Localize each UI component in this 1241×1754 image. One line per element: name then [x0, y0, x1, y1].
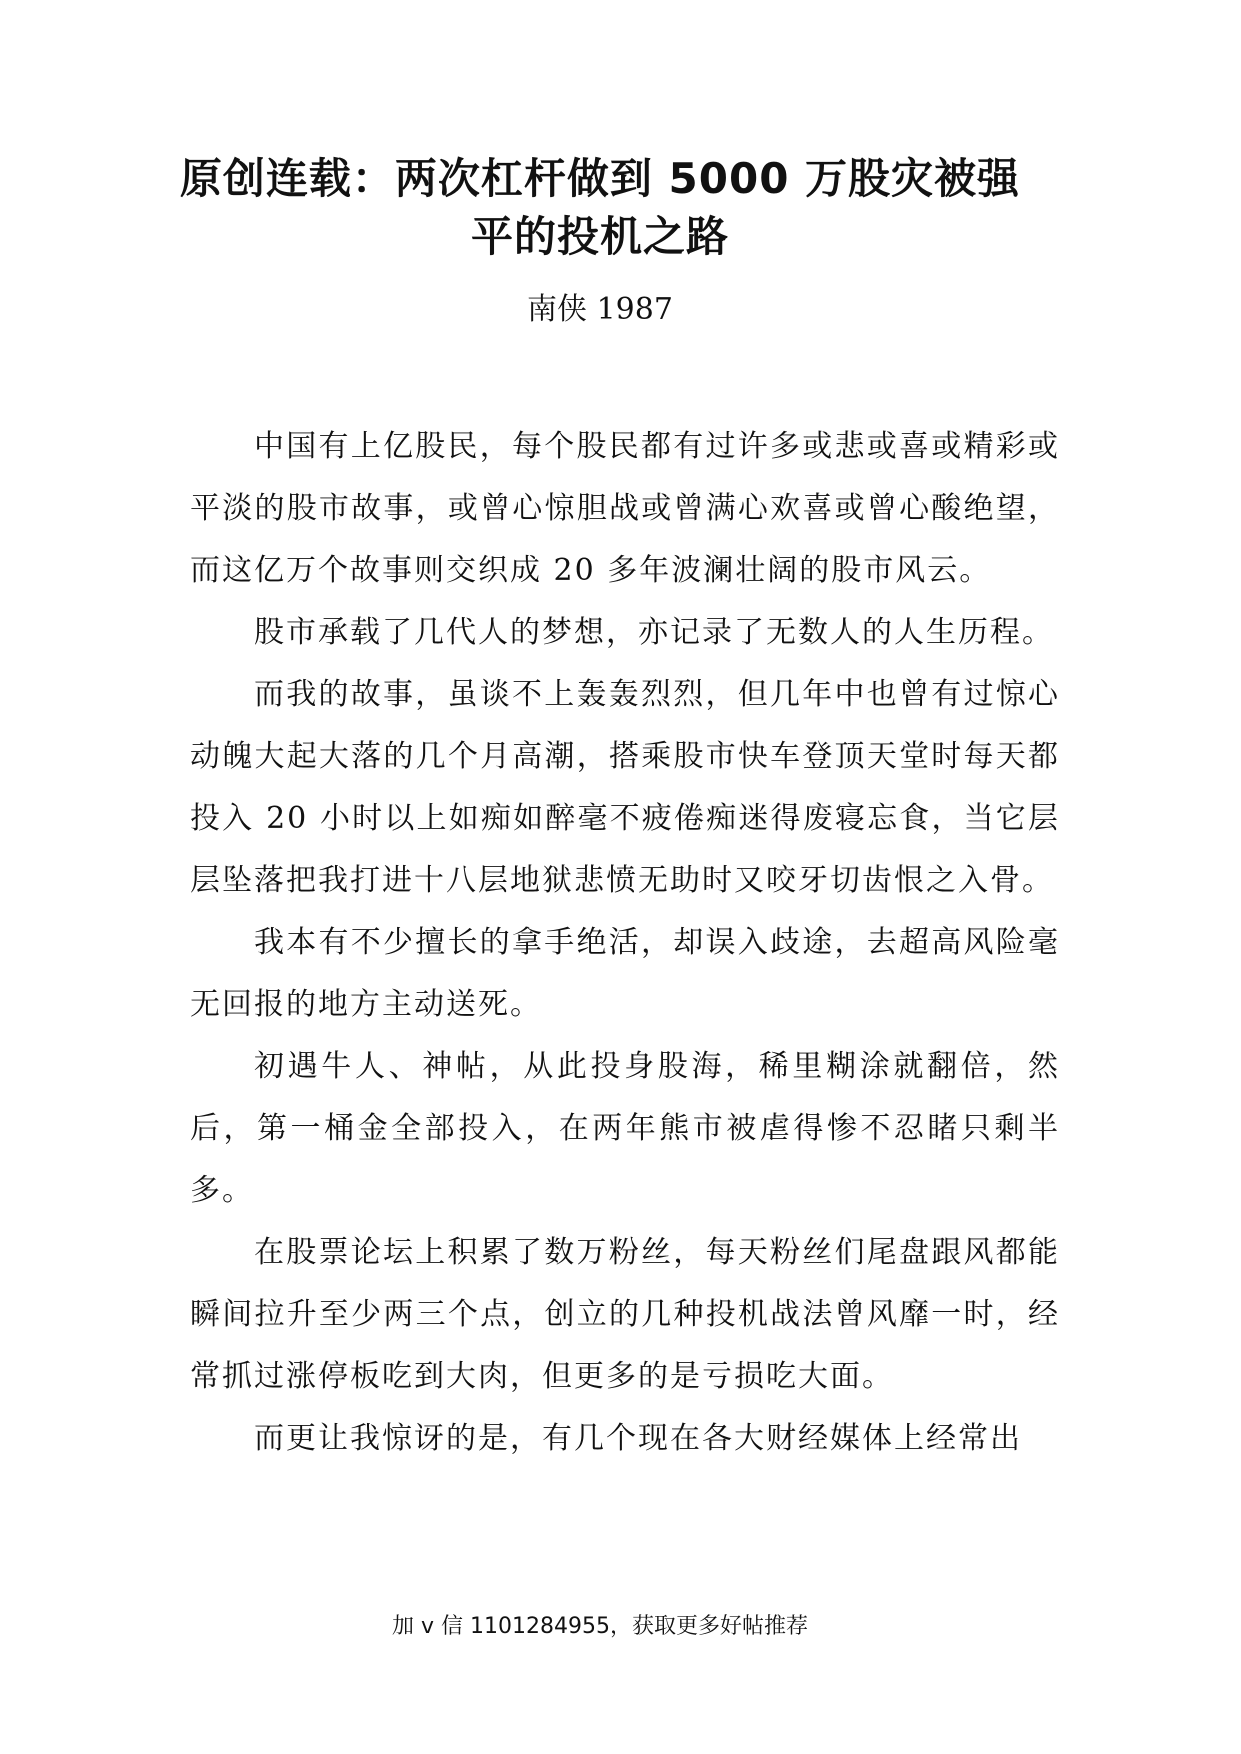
paragraph: 初遇牛人、神帖，从此投身股海，稀里糊涂就翻倍，然后，第一桶金全部投入，在两年熊市被虐得惨不忍睹只剩半多。	[190, 1049, 1060, 1208]
paragraph: 股市承载了几代人的梦想，亦记录了无数人的人生历程。	[254, 615, 1054, 650]
title-line-1: 原创连载：两次杠杆做到 5000 万股灾被强	[179, 154, 1021, 203]
paragraph: 而我的故事，虽谈不上轰轰烈烈，但几年中也曾有过惊心动魄大起大落的几个月高潮，搭乘股市快车登顶天堂时每天都投入 20 小时以上如痴如醉毫不疲倦痴迷得废寝忘食，当它层层坠落把我打进十八层地狱悲愤无助时又咬牙切齿恨之入骨。	[190, 677, 1060, 898]
paragraph: 在股票论坛上积累了数万粉丝，每天粉丝们尾盘跟风都能瞬间拉升至少两三个点，创立的几种投机战法曾风靡一时，经常抓过涨停板吃到大肉，但更多的是亏损吃大面。	[190, 1235, 1060, 1394]
paragraph: 我本有不少擅长的拿手绝活，却误入歧途，去超高风险毫无回报的地方主动送死。	[190, 925, 1060, 1022]
paragraph: 而更让我惊讶的是，有几个现在各大财经媒体上经常出	[254, 1421, 1022, 1456]
document-title	[150, 150, 1050, 266]
page-footer: 加 v 信 1101284955，获取更多好帖推荐	[392, 1614, 808, 1639]
title-line-2: 平的投机之路	[470, 212, 729, 261]
article-body	[190, 416, 1060, 1470]
paragraph: 中国有上亿股民，每个股民都有过许多或悲或喜或精彩或平淡的股市故事，或曾心惊胆战或曾满心欢喜或曾心酸绝望，而这亿万个故事则交织成 20 多年波澜壮阔的股市风云。	[190, 429, 1060, 588]
author-line: 南侠 1987	[527, 292, 673, 327]
